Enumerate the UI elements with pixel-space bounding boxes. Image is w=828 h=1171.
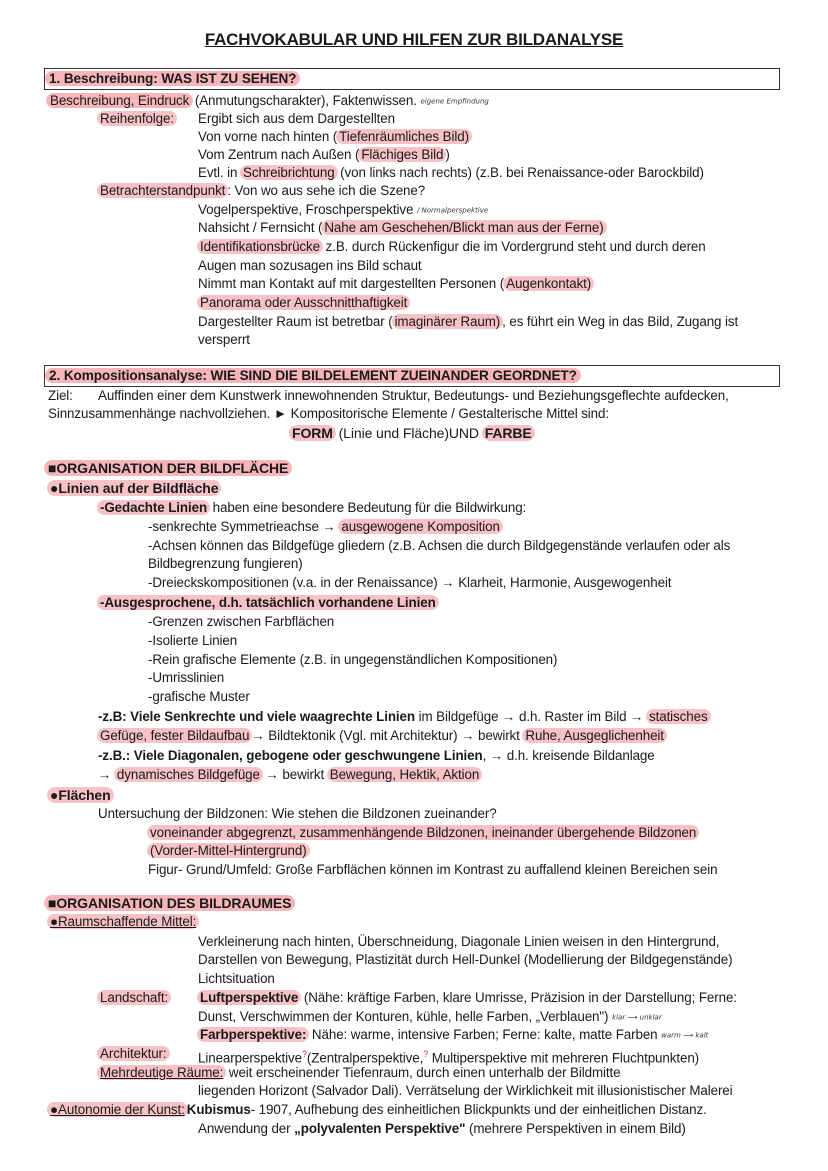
org1-a3: -Rein grafische Elemente (z.B. in ungegenständlichen Kompositionen) [148,652,558,667]
mehrdeutige-raeume: Mehrdeutige Räume: weit erscheinender Tiefenraum, durch einen unterhalb der Bildmitte [98,1064,621,1082]
org1-a2: -Isolierte Linien [148,633,238,648]
org2-rm3: Lichtsituation [198,971,275,986]
s1-p4: Augen man sozusagen ins Bild schaut [198,258,422,273]
s1-p2: Nahsicht / Fernsicht ( Nahe am Geschehen/Blickt man aus der Ferne) [198,219,606,237]
org1-g1: -senkrechte Symmetrieachse → ausgewogene Komposition [148,518,502,536]
s1-p6: Panorama oder Ausschnitthaftigkeit [198,294,409,312]
handwritten-note: eigene Empfindung [420,97,489,106]
org1-g2: -Achsen können das Bildgefüge gliedern (z.B. Achsen die durch Bildgegenstände verlaufen oder als [148,538,731,553]
section-1-box [44,68,780,90]
ziel-text: Auffinden einer dem Kunstwerk innewohnenden Struktur, Bedeutungs- und Beziehungsgeflechte aufdecken, [98,388,729,403]
architektur-label: Architektur: [98,1045,169,1063]
org2-arch: Linearperspektive?(Zentralperspektive,? Multiperspektive mit mehreren Fluchtpunkten) [198,1049,700,1066]
ziel-text-2: Sinnzusammenhänge nachvollziehen. ► Kompositorische Elemente / Gestalterische Mittel sind: [48,406,609,421]
org1-a1: -Grenzen zwischen Farbflächen [148,614,335,629]
org1-a4: -Umrisslinien [148,670,225,685]
s1-r3: Vom Zentrum nach Außen ( Flächiges Bild ) [198,147,450,162]
org2-au2: Anwendung der „polyvalenten Perspektive" (mehrere Perspektiven in einem Bild) [198,1121,686,1136]
org-bildflaeche-heading: ■ORGANISATION DER BILDFLÄCHE [46,459,290,477]
org1-z1: -z.B: Viele Senkrechte und viele waagrechte Linien im Bildgefüge → d.h. Raster im Bild → statisches [98,708,710,726]
org2-l1: Luftperspektive (Nähe: kräftige Farben, klare Umrisse, Präzision in der Darstellung; Ferne: [198,989,737,1007]
s1-r2: Von vorne nach hinten ( Tiefenräumliches Bild) [198,128,471,146]
org1-z2: Gefüge, fester Bildaufbau → Bildtektonik (Vgl. mit Architektur) → bewirkt Ruhe, Ausgeglichenheit [98,727,666,745]
raumschaffende-mittel: ●Raumschaffende Mittel: [48,913,198,931]
s1-intro: Beschreibung, Eindruck (Anmutungscharakter), Faktenwissen. eigene Empfindung [48,92,489,110]
org1-z3: -z.B.: Viele Diagonalen, gebogene oder geschwungene Linien, → d.h. kreisende Bildanlage [98,748,655,763]
org2-rm1: Verkleinerung nach hinten, Überschneidung, Diagonale Linien weisen in den Hintergrund, [198,934,720,949]
flaechen-heading: ●Flächen [48,786,113,804]
org1-f4: Figur- Grund/Umfeld: Große Farbflächen können im Kontrast zu auffallend kleinen Bereichen sein [148,862,718,877]
org-bildraum-heading: ■ORGANISATION DES BILDRAUMES [46,894,293,912]
org2-md2: liegenden Horizont (Salvador Dali). Verrätselung der Wirklichkeit mit illusionistischer Malerei [198,1083,733,1098]
ziel-label: Ziel: [48,388,73,403]
betrachterstandpunkt: Betrachterstandpunkt : Von wo aus sehe ich die Szene? [98,182,425,200]
section-2-box [44,365,780,387]
org1-g4: -Dreieckskompositionen (v.a. in der Renaissance) → Klarheit, Harmonie, Ausgewogenheit [148,575,672,590]
section-2-heading: 2. Kompositionsanalyse: WIE SIND DIE BILDELEMENT ZUEINANDER GEORDNET? [47,367,579,385]
reihenfolge-label: Reihenfolge: [98,110,176,128]
handwritten-note: warm ⟶ kalt [661,1031,709,1040]
s1-p5: Nimmt man Kontakt auf mit dargestellten Personen ( Augenkontakt) [198,275,593,293]
handwritten-note: / Normalperspektive [416,206,489,215]
org2-l3: Farbperspektive: Nähe: warme, intensive Farben; Ferne: kalte, matte Farben warm ⟶ kalt [198,1026,708,1044]
s1-p3: Identifikationsbrücke z.B. durch Rückenfigur die im Vordergrund steht und durch deren [198,238,706,256]
form-farbe-line: FORM (Linie und Fläche)UND FARBE [290,424,534,442]
page-title: FACHVOKABULAR UND HILFEN ZUR BILDANALYSE [204,30,624,49]
s1-r4: Evtl. in Schreibrichtung (von links nach rechts) (z.B. bei Renaissance-oder Barockbild) [198,165,704,180]
org1-f2: voneinander abgegrenzt, zusammenhängende Bildzonen, ineinander übergehende Bildzonen [148,824,698,842]
landschaft-label: Landschaft: [98,989,170,1007]
section-1-heading: 1. Beschreibung: WAS IST ZU SEHEN? [47,70,298,88]
linien-heading: ●Linien auf der Bildfläche [48,479,220,497]
s1-p8: versperrt [198,332,250,347]
gedachte-linien: -Gedachte Linien haben eine besondere Bedeutung für die Bildwirkung: [98,499,526,517]
org2-rm2: Darstellen von Bewegung, Plastizität durch Hell-Dunkel (Modellierung der Bildgegenstände) [198,952,733,967]
org2-l2: Dunst, Verschwimmen der Konturen, kühle, helle Farben, „Verblauen") klar ⟶ unklar [198,1009,662,1024]
ausgesprochene-linien: -Ausgesprochene, d.h. tatsächlich vorhandene Linien [98,594,438,612]
s1-p7: Dargestellter Raum ist betretbar ( imaginärer Raum) , es führt ein Weg in das Bild, Zugang ist [198,314,739,329]
s1-p1: Vogelperspektive, Froschperspektive / Normalperspektive [198,202,489,217]
org1-f1: Untersuchung der Bildzonen: Wie stehen die Bildzonen zueinander? [98,806,497,821]
org1-f3: (Vorder-Mittel-Hintergrund) [148,842,309,860]
s1-r1: Ergibt sich aus dem Dargestellten [198,111,395,126]
org1-g3: Bildbegrenzung fungieren) [148,556,303,571]
handwritten-note: klar ⟶ unklar [612,1013,662,1022]
org1-z4: → dynamisches Bildgefüge → bewirkt Bewegung, Hektik, Aktion [98,766,481,784]
autonomie-der-kunst: ●Autonomie der Kunst: Kubismus- 1907, Aufhebung des einheitlichen Blickpunkts und der einheitlichen Distanz. [48,1101,707,1119]
org1-a5: -grafische Muster [148,689,250,704]
